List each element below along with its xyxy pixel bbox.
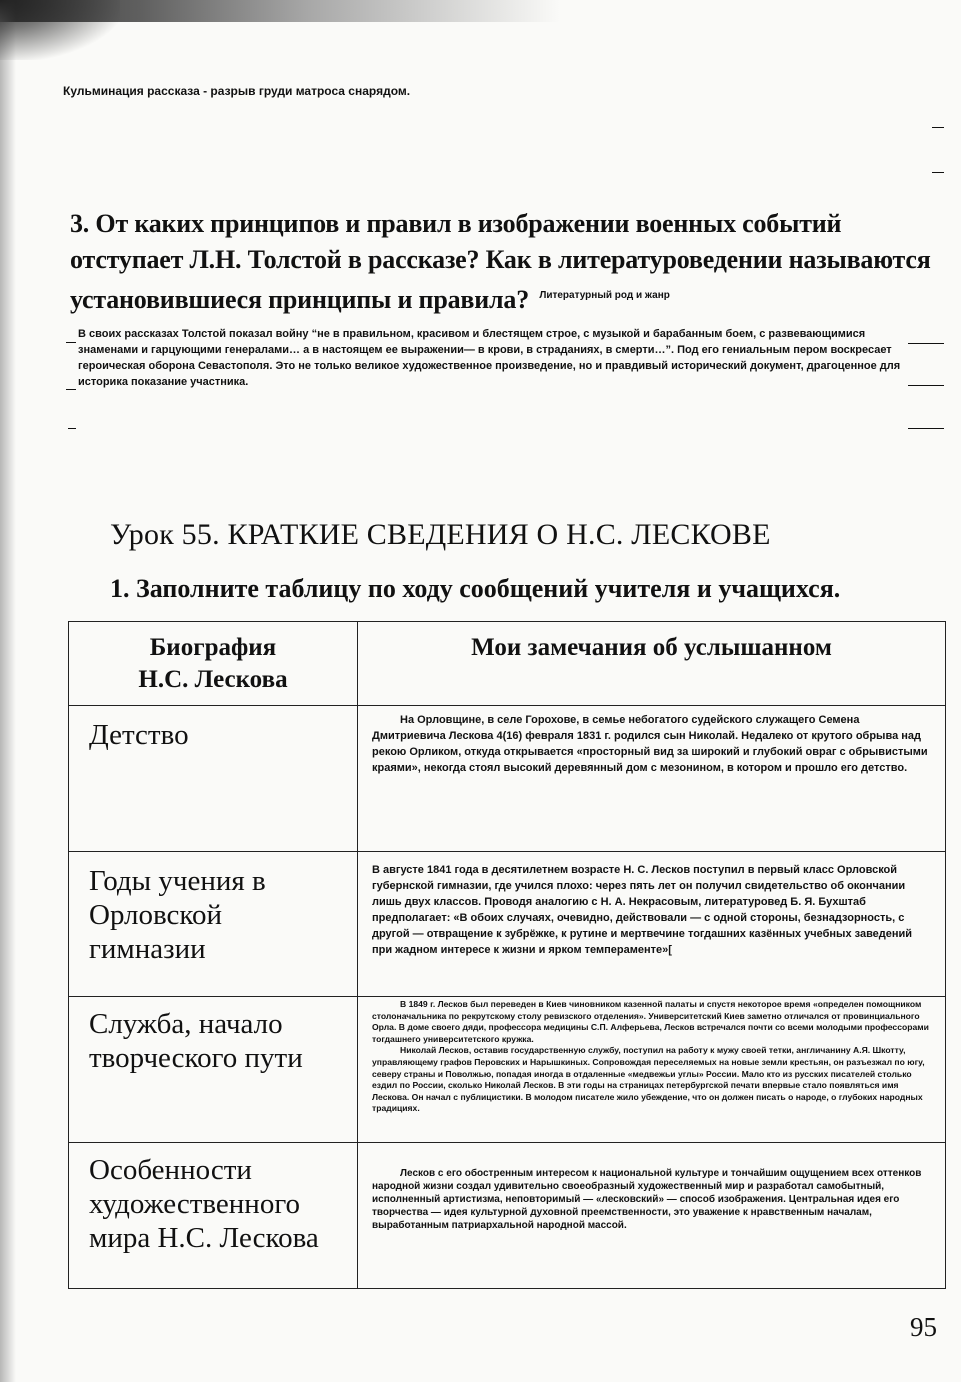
page-number: 95 <box>910 1312 937 1342</box>
question-3-inline-answer: Литературный род и жанр <box>539 290 670 301</box>
row-label-cell <box>69 852 358 997</box>
header-notes-label: Мои замечания об услышанном <box>471 634 832 661</box>
margin-dash <box>932 172 944 173</box>
notes-service-part-2: Николай Лесков, оставив государственную службу, поступил на работу к мужу своей тетки, англичанину А.Я. Шкотту, управляющему графов Перовских и Нарышкиных. Сопровождая переселяемых на новые земли крестьян, он разъезжал по югу, северу страны и Поволжью, попадая иногда в отдаленные «медвежьи углы» России. Мало кто из русских писателей столько ездил по России, сколько Николай Лесков. В эти годы на страницах петербургской печати впервые стало появляться имя Лескова. Он начал с публицистики. В молодом писателе жило убеждение, что он должен писать о народе, о глубоких народных традициях. <box>372 1045 925 1114</box>
header-biography <box>69 622 358 706</box>
question-3 <box>70 206 955 318</box>
margin-dash <box>68 428 76 429</box>
row-label-cell <box>69 997 358 1143</box>
margin-dash <box>908 343 944 344</box>
scan-shadow-left <box>0 0 16 1382</box>
row-label-cell <box>69 706 358 852</box>
biography-table <box>68 621 946 1289</box>
notes-gymnasium: В августе 1841 года в десятилетнем возрасте Н. С. Лесков поступил в первый класс Орловской губернской гимназии, где учился плохо: через пять лет он получил свидетельство об окончании лишь двух классов. Проводя аналогию с Н. А. Некрасовым, литературовед Б. Я. Бухштаб предполагает: «В обоих случаях, очевидно, действовали — с одной стороны, безнадзорность, с другой — отвращение к зубрёжке, к рутине и мертвечине тогдашних казённых учебных заведений при жадном интересе к жизни и ярком темпераменте»[ <box>372 864 913 956</box>
notes-service-part-1: В 1849 г. Лесков был переведен в Киев чиновником казенной палаты и спустя некоторое время «определен помощником столоначальника по рекрутскому столу ревизского отделения». Университетский Киев заметно отличался от провинциального Орла. В доме своего дяди, профессора медицины С.П. Алферьева, Лесков встречался почти со всеми молодыми профессорами тогдашнего университетского кружка. <box>372 999 929 1044</box>
task-1-instruction: 1. Заполните таблицу по ходу сообщений учителя и учащихся. <box>110 574 841 603</box>
row-notes-cell <box>358 706 946 852</box>
notes-childhood: На Орловщине, в селе Горохове, в семье небогатого судейского служащего Семена Дмитриевича Лескова 4(16) февраля 1831 г. родился сын Николай. Недалеко от крутого обрыва над рекою Орликом, откуда открывается «просторный вид за широкий и глубокий овраг с обрывистыми краями», некогда стоял высокий деревянный дом с мезонином, в котором и прошло его детство. <box>372 714 928 774</box>
row-notes-cell <box>358 997 946 1143</box>
margin-dash <box>908 428 944 429</box>
lesson-title: Урок 55. КРАТКИЕ СВЕДЕНИЯ О Н.С. ЛЕСКОВЕ <box>110 518 771 551</box>
margin-dash <box>66 342 76 343</box>
row-notes-cell <box>358 1143 946 1289</box>
margin-dash <box>66 389 76 390</box>
row-notes-cell <box>358 852 946 997</box>
table-header-row <box>69 622 946 706</box>
row-label-cell <box>69 1143 358 1289</box>
margin-dash <box>932 127 944 128</box>
header-notes <box>358 622 946 706</box>
notes-art-world: Лесков с его обостренным интересом к национальной культуре и тончайшим ощущением всех оттенков народной жизни создал удивительно своеобразный художественный мир и разработал самобытный, исполненный артистизма, неповторимый — «лесковский» — способ изображения. Центральная идея его творчества — идея культурной духовной преемственности, это уважение к нравственным началам, выработанным патриархальной народной массой. <box>372 1168 922 1231</box>
row-label-service: Служба, начало творческого пути <box>89 1008 303 1074</box>
row-label-childhood: Детство <box>89 719 189 751</box>
question-3-number: 3. <box>70 209 90 238</box>
question-3-answer: В своих рассказах Толстой показал войну “не в правильном, красивом и блестящем строе, с музыкой и барабанным боем, с развевающимися знаменами и гарцующими генералами… а в настоящем ее выражении— в крови, в страданиях, в смерти…”. Под его гениальным пером воскресает героическая оборона Севастополя. Это не только великое художественное произведение, но и правдивый исторический документ, драгоценное для историка показание участника. <box>78 328 901 388</box>
culmination-note: Кульминация рассказа - разрыв груди матроса снарядом. <box>63 84 411 98</box>
row-label-art-world: Особенности художественного мира Н.С. Лескова <box>89 1154 319 1254</box>
question-3-text: От каких принципов и правил в изображении военных событий отступает Л.Н. Толстой в рассказе? Как в литературоведении называются установившиеся принципы и правила? <box>70 209 931 314</box>
row-label-gymnasium: Годы учения в Орловской гимназии <box>89 865 266 965</box>
table-row <box>69 997 946 1143</box>
table-row <box>69 1143 946 1289</box>
margin-dash <box>908 385 944 386</box>
table-row <box>69 706 946 852</box>
header-biography-label: Биография Н.С. Лескова <box>138 634 288 693</box>
table-row <box>69 852 946 997</box>
scan-shadow-corner <box>0 0 120 60</box>
